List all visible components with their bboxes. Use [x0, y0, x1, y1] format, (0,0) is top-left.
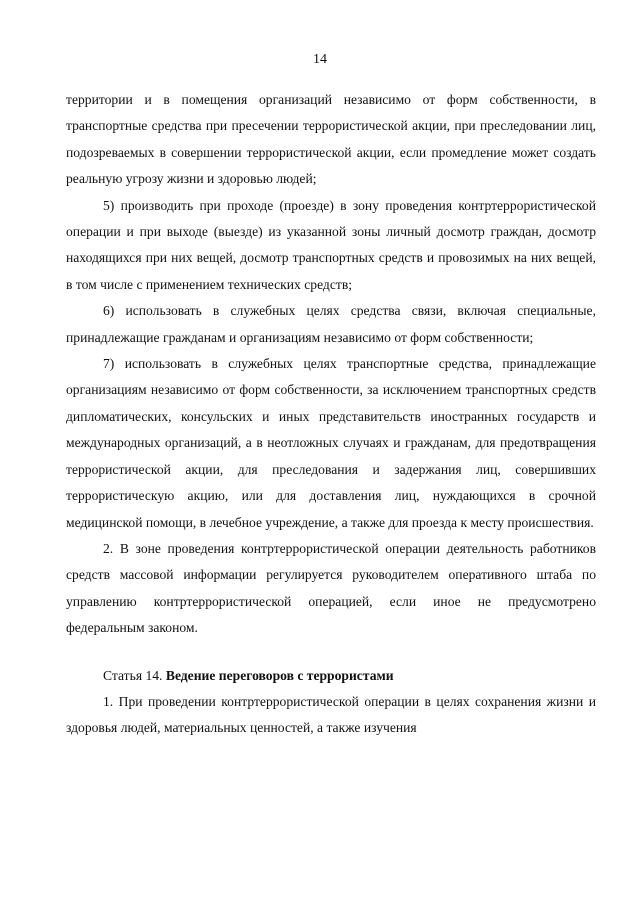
paragraph-item-7: 7) использовать в служебных целях транспортные средства, принадлежащие организациям независимо от форм собственности, за исключением транспортных средств дипломатических, консульских и иных представительств иностранных государств и международных организаций, а в неотложных случаях и гражданам, для предотвращения террористической акции, для преследования и задержания лиц, совершивших террористическую акцию, или для доставления лиц, нуждающихся в срочной медицинской помощи, в лечебное учреждение, а также для проезда к месту происшествия.	[66, 356, 596, 530]
article-paragraph-1: 1. При проведении контртеррористической операции в целях сохранения жизни и здоровья людей, материальных ценностей, а также изучения	[66, 693, 596, 736]
article-heading	[66, 663, 596, 689]
paragraph-continuation: территории и в помещения организаций независимо от форм собственности, в транспортные средства при пресечении террористической акции, при преследовании лиц, подозреваемых в совершении террористической акции, если промедление может создать реальную угрозу жизни и здоровью людей;	[66, 92, 596, 187]
paragraph-item-6: 6) использовать в служебных целях средства связи, включая специальные, принадлежащие гражданам и организациям независимо от форм собственности;	[66, 303, 596, 345]
article-label: Статья 14.	[103, 667, 163, 683]
article-title: Ведение переговоров с террористами	[165, 667, 394, 683]
document-body	[66, 87, 596, 742]
paragraph-item-5: 5) производить при проходе (проезде) в зону проведения контртеррористической операции и при выходе (выезде) из указанной зоны личный досмотр граждан, досмотр находящихся при них вещей, досмотр транспортных средств и провозимых на них вещей, в том числе с применением технических средств;	[66, 197, 596, 292]
page-number: 14	[313, 52, 327, 67]
paragraph-clause-2: 2. В зоне проведения контртеррористической операции деятельность работников средств массовой информации регулируется руководителем оперативного штаба по управлению контртеррористической операцией, если иное не предусмотрено федеральным законом.	[66, 540, 596, 636]
